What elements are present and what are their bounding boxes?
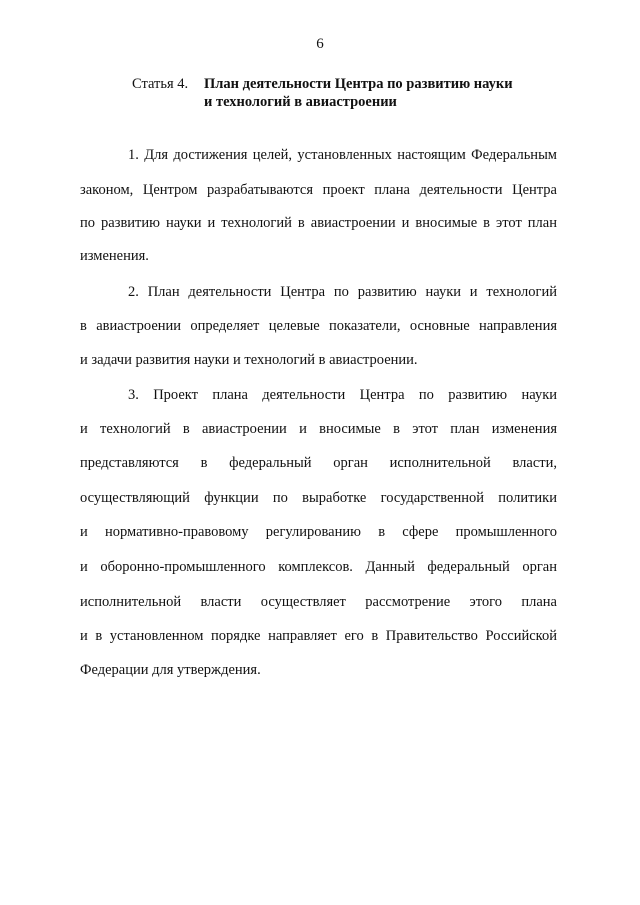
text-line: и нормативно-правовому регулированию в сфере промышленного [80, 524, 557, 540]
page-number: 6 [316, 36, 324, 52]
text-line: представляются в федеральный орган исполнительной власти, [80, 455, 557, 471]
text-line: Федерации для утверждения. [80, 662, 261, 678]
article-title-line: План деятельности Центра по развитию науки [204, 76, 513, 92]
article-title-line: и технологий в авиастроении [204, 94, 397, 110]
text-line: законом, Центром разрабатываются проект плана деятельности Центра [80, 182, 557, 198]
text-line: 1. Для достижения целей, установленных настоящим Федеральным [128, 147, 557, 163]
text-line: и в установленном порядке направляет его в Правительство Российской [80, 628, 557, 644]
text-line: осуществляющий функции по выработке государственной политики [80, 490, 557, 506]
text-line: и задачи развития науки и технологий в авиастроении. [80, 352, 418, 368]
text-line: 3. Проект плана деятельности Центра по развитию науки [128, 387, 557, 403]
text-line: исполнительной власти осуществляет рассмотрение этого плана [80, 594, 557, 610]
text-line: изменения. [80, 248, 149, 264]
text-line: в авиастроении определяет целевые показатели, основные направления [80, 318, 557, 334]
text-line: и технологий в авиастроении и вносимые в этот план изменения [80, 421, 557, 437]
text-line: 2. План деятельности Центра по развитию науки и технологий [128, 284, 557, 300]
text-line: по развитию науки и технологий в авиастроении и вносимые в этот план [80, 215, 557, 231]
article-label: Статья 4. [132, 76, 189, 92]
text-line: и оборонно-промышленного комплексов. Данный федеральный орган [80, 559, 557, 575]
